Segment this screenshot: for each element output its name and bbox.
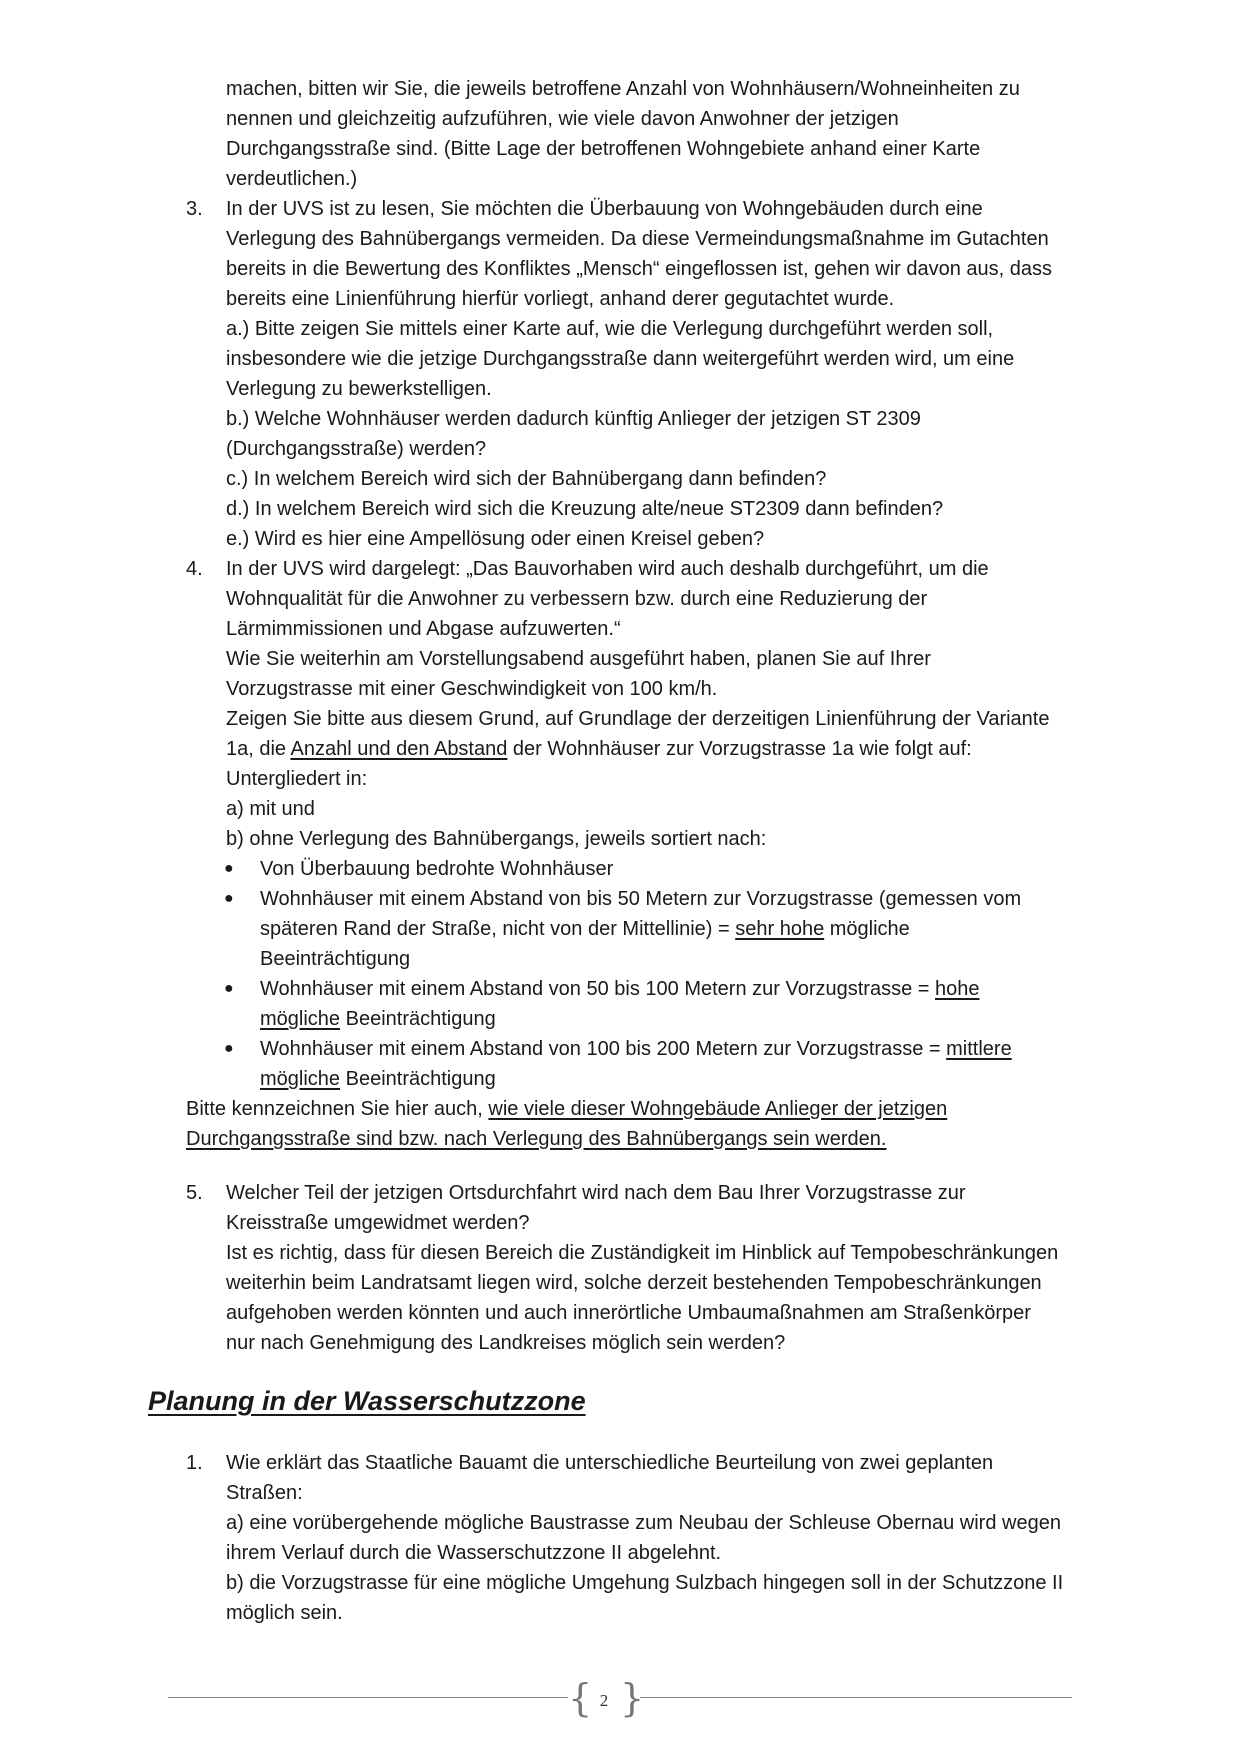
- bullet-item: [0, 854, 1240, 884]
- bullet-icon: ●: [224, 980, 234, 997]
- text-line: Wie Sie weiterhin am Vorstellungsabend ausgeführt haben, planen Sie auf Ihrer: [226, 648, 931, 670]
- text-line: b.) Welche Wohnhäuser werden dadurch künftig Anlieger der jetzigen ST 2309: [226, 408, 921, 430]
- text-run: Beeinträchtigung: [340, 1068, 496, 1090]
- text-line: Vorzugstrasse mit einer Geschwindigkeit von 100 km/h.: [226, 678, 718, 700]
- footer-brace-left: {: [568, 1676, 593, 1720]
- ws-list-item-1: [0, 1448, 1240, 1628]
- text-line: c.) In welchem Bereich wird sich der Bahnübergang dann befinden?: [226, 468, 827, 490]
- text-line: Von Überbauung bedrohte Wohnhäuser: [260, 858, 614, 880]
- list-number: 1.: [186, 1452, 203, 1474]
- text-line: a.) Bitte zeigen Sie mittels einer Karte auf, wie die Verlegung durchgeführt werden soll,: [226, 318, 994, 340]
- underlined-text: Durchgangsstraße sind bzw. nach Verlegung des Bahnübergangs sein werden.: [186, 1128, 887, 1150]
- intro-paragraph: [0, 74, 1240, 194]
- text-line: nennen und gleichzeitig aufzuführen, wie viele davon Anwohner der jetzigen: [226, 108, 899, 130]
- list-number: 5.: [186, 1182, 203, 1204]
- list-item-5: [0, 1178, 1240, 1358]
- text-line: a) eine vorübergehende mögliche Baustrasse zum Neubau der Schleuse Obernau wird wegen: [226, 1512, 1061, 1534]
- text-line: möglich sein.: [226, 1602, 343, 1624]
- underlined-text: hohe: [935, 978, 980, 1000]
- list-item-3: [0, 194, 1240, 554]
- text-line: insbesondere wie die jetzige Durchgangsstraße dann weitergeführt werden wird, um eine: [226, 348, 1015, 370]
- text-line: Wie erklärt das Staatliche Bauamt die unterschiedliche Beurteilung von zwei geplanten: [226, 1452, 994, 1474]
- bullet-item: [0, 1034, 1240, 1094]
- text-line: b) ohne Verlegung des Bahnübergangs, jeweils sortiert nach:: [226, 828, 767, 850]
- bullet-icon: ●: [224, 1040, 234, 1057]
- text-run: Bitte kennzeichnen Sie hier auch,: [186, 1098, 489, 1120]
- text-line: Lärmimmissionen und Abgase aufzuwerten.“: [226, 618, 621, 640]
- underlined-text: mittlere: [946, 1038, 1012, 1060]
- text-line: Verlegung des Bahnübergangs vermeiden. Da diese Vermeindungsmaßnahme im Gutachten: [226, 228, 1049, 250]
- text-line: a) mit und: [226, 798, 315, 820]
- text-line: Durchgangsstraße sind. (Bitte Lage der betroffenen Wohngebiete anhand einer Karte: [226, 138, 981, 160]
- text-line: Straßen:: [226, 1482, 303, 1504]
- text-line: aufgehoben werden könnten und auch innerörtliche Umbaumaßnahmen am Straßenkörper: [226, 1302, 1031, 1324]
- text-line: Ist es richtig, dass für diesen Bereich die Zuständigkeit im Hinblick auf Tempobeschränkungen: [226, 1242, 1059, 1264]
- text-line: In der UVS ist zu lesen, Sie möchten die Überbauung von Wohngebäuden durch eine: [226, 198, 983, 220]
- text-line: Wohnhäuser mit einem Abstand von bis 50 Metern zur Vorzugstrasse (gemessen vom: [260, 888, 1022, 910]
- text-run: Beeinträchtigung: [340, 1008, 496, 1030]
- footer-brace-right: }: [620, 1676, 645, 1720]
- text-line: [0, 1034, 1240, 1064]
- text-run: Wohnhäuser mit einem Abstand von 100 bis 200 Metern zur Vorzugstrasse =: [260, 1038, 947, 1060]
- text-line: [0, 914, 1240, 944]
- text-line: [0, 1064, 1240, 1094]
- list-item-4: [0, 554, 1240, 1154]
- bullet-item: [0, 884, 1240, 974]
- text-line: Welcher Teil der jetzigen Ortsdurchfahrt wird nach dem Bau Ihrer Vorzugstrasse zur: [226, 1182, 966, 1204]
- text-line: [0, 1004, 1240, 1034]
- text-line: nur nach Genehmigung des Landkreises möglich sein werden?: [226, 1332, 786, 1354]
- text-run: der Wohnhäuser zur Vorzugstrasse 1a wie folgt auf:: [507, 738, 972, 760]
- underlined-text: sehr hohe: [735, 918, 825, 940]
- bullet-icon: ●: [224, 860, 234, 877]
- text-line: machen, bitten wir Sie, die jeweils betroffene Anzahl von Wohnhäusern/Wohneinheiten zu: [226, 78, 1020, 100]
- text-line: [0, 1094, 1240, 1124]
- text-line: b) die Vorzugstrasse für eine mögliche Umgehung Sulzbach hingegen soll in der Schutzzone II: [226, 1572, 1064, 1594]
- list-number: 3.: [186, 198, 203, 220]
- text-line: Wohnqualität für die Anwohner zu verbessern bzw. durch eine Reduzierung der: [226, 588, 928, 610]
- page-number: 2: [599, 1691, 609, 1710]
- text-line: verdeutlichen.): [226, 168, 358, 190]
- text-run: späteren Rand der Straße, nicht von der Mittellinie) =: [260, 918, 736, 940]
- text-line: weiterhin beim Landratsamt liegen wird, solche derzeit bestehenden Tempobeschränkungen: [226, 1272, 1042, 1294]
- underlined-text: mögliche: [260, 1068, 341, 1090]
- text-line: ihrem Verlauf durch die Wasserschutzzone II abgelehnt.: [226, 1542, 722, 1564]
- list-number: 4.: [186, 558, 203, 580]
- text-line: Untergliedert in:: [226, 768, 368, 790]
- text-line: Beeinträchtigung: [260, 948, 411, 970]
- bullet-icon: ●: [224, 890, 234, 907]
- text-line: [0, 1124, 1240, 1154]
- text-run: mögliche: [824, 918, 910, 940]
- text-line: [0, 734, 1240, 764]
- text-line: Kreisstraße umgewidmet werden?: [226, 1212, 530, 1234]
- text-line: (Durchgangsstraße) werden?: [226, 438, 487, 460]
- text-line: [0, 974, 1240, 1004]
- footer-rule-right: [640, 1697, 1072, 1698]
- text-line: d.) In welchem Bereich wird sich die Kreuzung alte/neue ST2309 dann befinden?: [226, 498, 944, 520]
- bullet-item: [0, 974, 1240, 1034]
- text-line: Verlegung zu bewerkstelligen.: [226, 378, 492, 400]
- text-line: bereits in die Bewertung des Konfliktes „Mensch“ eingeflossen ist, gehen wir davon aus, dass: [226, 258, 1053, 280]
- underlined-text: wie viele dieser Wohngebäude Anlieger der jetzigen: [488, 1098, 948, 1120]
- section-heading: Planung in der Wasserschutzzone: [148, 1386, 586, 1416]
- text-line: bereits eine Linienführung hierfür vorliegt, anhand derer gegutachtet wurde.: [226, 288, 895, 310]
- text-run: Wohnhäuser mit einem Abstand von 50 bis 100 Metern zur Vorzugstrasse =: [260, 978, 935, 1000]
- footer-rule-left: [168, 1697, 568, 1698]
- bullet-list: [0, 854, 1240, 1094]
- text-line: In der UVS wird dargelegt: „Das Bauvorhaben wird auch deshalb durchgeführt, um die: [226, 558, 989, 580]
- text-run: 1a, die: [226, 738, 291, 760]
- underlined-text: mögliche: [260, 1008, 341, 1030]
- underlined-text: Anzahl und den Abstand: [290, 738, 508, 760]
- text-line: Zeigen Sie bitte aus diesem Grund, auf Grundlage der derzeitigen Linienführung der Variante: [226, 708, 1050, 730]
- text-line: e.) Wird es hier eine Ampellösung oder einen Kreisel geben?: [226, 528, 765, 550]
